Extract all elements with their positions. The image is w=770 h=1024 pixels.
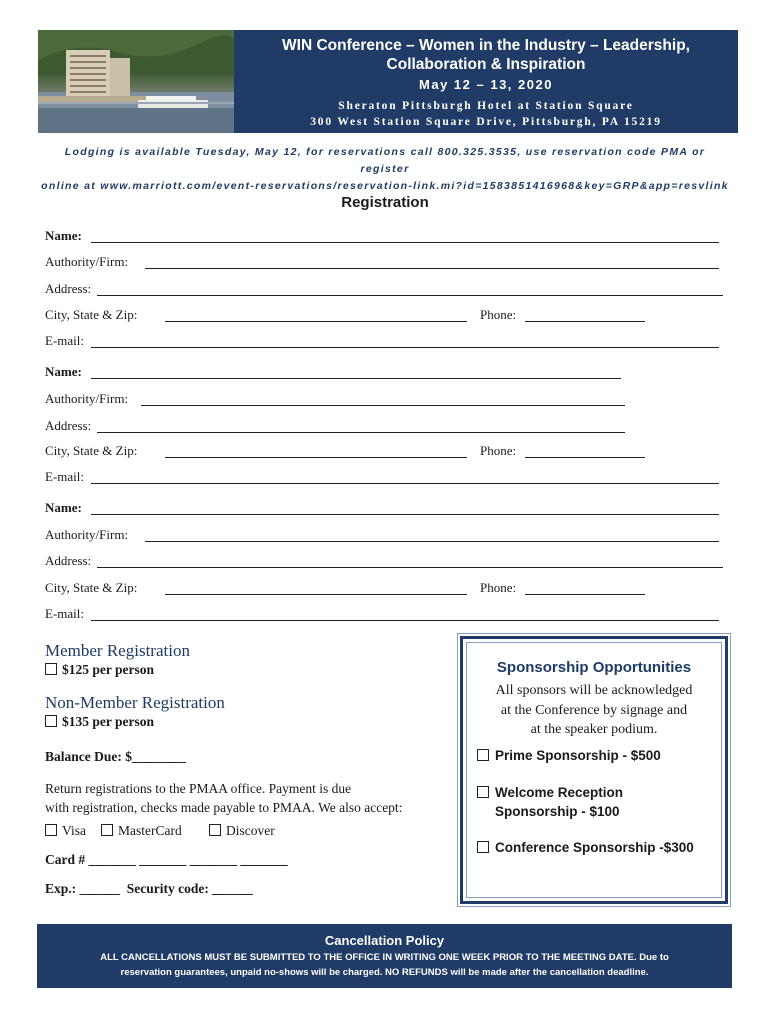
prime-sponsorship-label: Prime Sponsorship - $500 <box>495 748 661 763</box>
firm-field[interactable] <box>45 391 627 409</box>
hotel-photo <box>38 30 234 133</box>
registration-title: Registration <box>341 194 429 211</box>
card-visa-option[interactable] <box>45 823 86 839</box>
visa-label: Visa <box>62 823 86 838</box>
welcome-reception-price: Sponsorship - $100 <box>495 804 620 819</box>
expiry-security-field[interactable]: Exp.: ______ Security code: ______ <box>45 881 253 896</box>
name-field[interactable] <box>45 364 625 382</box>
address-label: Address: <box>45 553 92 568</box>
conference-sponsorship-label: Conference Sponsorship -$300 <box>495 840 694 855</box>
event-title <box>234 36 738 74</box>
nonmember-option-label: $135 per person <box>62 714 155 729</box>
member-checkbox[interactable] <box>45 663 57 675</box>
address-field[interactable] <box>45 553 725 571</box>
cancellation-line1: ALL CANCELLATIONS MUST BE SUBMITTED TO THE OFFICE IN WRITING ONE WEEK PRIOR TO THE MEETING DATE. Due to <box>100 952 669 963</box>
email-field[interactable] <box>45 469 721 487</box>
address-line[interactable] <box>97 295 723 296</box>
email-line[interactable] <box>91 347 719 348</box>
address-line[interactable] <box>97 432 625 433</box>
address-field[interactable] <box>45 418 627 436</box>
event-venue <box>234 98 738 130</box>
sponsorship-description <box>471 681 717 740</box>
sponsorship-box <box>460 636 728 904</box>
firm-field[interactable] <box>45 527 721 545</box>
hotel-photo-illustration <box>38 30 234 133</box>
event-title-line1: WIN Conference – Women in the Industry – Leadership, <box>282 37 690 54</box>
welcome-reception-checkbox[interactable] <box>477 786 489 798</box>
phone-label: Phone: <box>480 580 517 595</box>
name-line[interactable] <box>91 378 621 379</box>
prime-sponsorship-option[interactable] <box>477 746 661 765</box>
email-label: E-mail: <box>45 606 84 621</box>
city-state-zip-line[interactable] <box>165 457 467 458</box>
firm-line[interactable] <box>145 541 719 542</box>
address-line[interactable] <box>97 567 723 568</box>
sponsorship-desc-line3: at the speaker podium. <box>530 722 658 737</box>
prime-sponsorship-checkbox[interactable] <box>477 749 489 761</box>
city-state-zip-label: City, State & Zip: <box>45 443 138 458</box>
address-field[interactable] <box>45 281 725 299</box>
firm-label: Authority/Firm: <box>45 527 129 542</box>
phone-line[interactable] <box>525 321 645 322</box>
email-label: E-mail: <box>45 333 84 348</box>
conference-sponsorship-option[interactable] <box>477 838 694 857</box>
card-mastercard-option[interactable] <box>101 823 182 839</box>
phone-label: Phone: <box>480 307 517 322</box>
phone-field[interactable] <box>480 580 650 598</box>
venue-address: 300 West Station Square Drive, Pittsburgh, PA 15219 <box>310 116 662 128</box>
cancellation-title: Cancellation Policy <box>324 933 445 948</box>
payment-instructions <box>45 779 402 817</box>
firm-line[interactable] <box>141 405 625 406</box>
card-number-field[interactable]: Card # _______ _______ _______ _______ <box>45 852 288 867</box>
payment-line1: Return registrations to the PMAA office. Payment is due <box>45 781 352 796</box>
cancellation-text <box>37 950 732 980</box>
firm-field[interactable] <box>45 254 721 272</box>
welcome-reception-option[interactable] <box>477 783 623 821</box>
event-banner <box>234 30 738 133</box>
card-discover-option[interactable] <box>209 823 275 839</box>
email-field[interactable] <box>45 333 721 351</box>
nonmember-checkbox[interactable] <box>45 715 57 727</box>
event-title-line2: Collaboration & Inspiration <box>386 56 586 73</box>
cancellation-policy <box>37 924 732 988</box>
member-option-label: $125 per person <box>62 662 155 677</box>
phone-line[interactable] <box>525 457 645 458</box>
discover-checkbox[interactable] <box>209 824 221 836</box>
email-line[interactable] <box>91 483 719 484</box>
sponsorship-desc-line2: at the Conference by signage and <box>500 702 688 718</box>
firm-label: Authority/Firm: <box>45 254 129 269</box>
balance-due[interactable]: Balance Due: $________ <box>45 749 186 764</box>
firm-line[interactable] <box>145 268 719 269</box>
visa-checkbox[interactable] <box>45 824 57 836</box>
name-line[interactable] <box>91 242 719 243</box>
name-field[interactable] <box>45 228 721 246</box>
event-dates: May 12 – 13, 2020 <box>419 77 553 92</box>
sponsorship-desc-line1: All sponsors will be acknowledged <box>495 683 693 698</box>
lodging-info <box>40 144 730 195</box>
event-header <box>38 30 738 133</box>
city-state-zip-line[interactable] <box>165 594 467 595</box>
address-label: Address: <box>45 281 92 296</box>
address-label: Address: <box>45 418 92 433</box>
payment-line2: with registration, checks made payable to PMAA. We also accept: <box>45 800 403 815</box>
name-label: Name: <box>45 500 82 515</box>
member-option[interactable] <box>45 662 154 678</box>
lodging-line1: Lodging is available Tuesday, May 12, for reservations call 800.325.3535, use reservation code PMA or register <box>64 146 706 175</box>
city-state-zip-line[interactable] <box>165 321 467 322</box>
cancellation-line2: reservation guarantees, unpaid no-shows will be charged. NO REFUNDS will be made after the cancellation deadline. <box>120 967 649 978</box>
name-field[interactable] <box>45 500 721 518</box>
mastercard-checkbox[interactable] <box>101 824 113 836</box>
firm-label: Authority/Firm: <box>45 391 129 406</box>
phone-line[interactable] <box>525 594 645 595</box>
phone-field[interactable] <box>480 443 650 461</box>
nonmember-option[interactable] <box>45 714 154 730</box>
email-label: E-mail: <box>45 469 84 484</box>
city-state-zip-label: City, State & Zip: <box>45 307 138 322</box>
discover-label: Discover <box>226 823 275 838</box>
welcome-reception-label: Welcome Reception <box>495 785 624 800</box>
lodging-line2[interactable]: online at www.marriott.com/event-reservations/reservation-link.mi?id=1583851416968&key=GRP&app=resvlink <box>41 180 729 192</box>
name-line[interactable] <box>91 514 719 515</box>
venue-name: Sheraton Pittsburgh Hotel at Station Square <box>338 100 634 112</box>
city-state-zip-label: City, State & Zip: <box>45 580 138 595</box>
name-label: Name: <box>45 364 82 379</box>
sponsorship-title: Sponsorship Opportunities <box>496 659 692 676</box>
conference-sponsorship-checkbox[interactable] <box>477 841 489 853</box>
name-label: Name: <box>45 228 82 243</box>
mastercard-label: MasterCard <box>118 823 182 838</box>
phone-field[interactable] <box>480 307 650 325</box>
email-field[interactable] <box>45 606 721 624</box>
phone-label: Phone: <box>480 443 517 458</box>
member-registration-heading: Member Registration <box>45 641 190 660</box>
email-line[interactable] <box>91 620 719 621</box>
nonmember-registration-heading: Non-Member Registration <box>45 693 225 712</box>
